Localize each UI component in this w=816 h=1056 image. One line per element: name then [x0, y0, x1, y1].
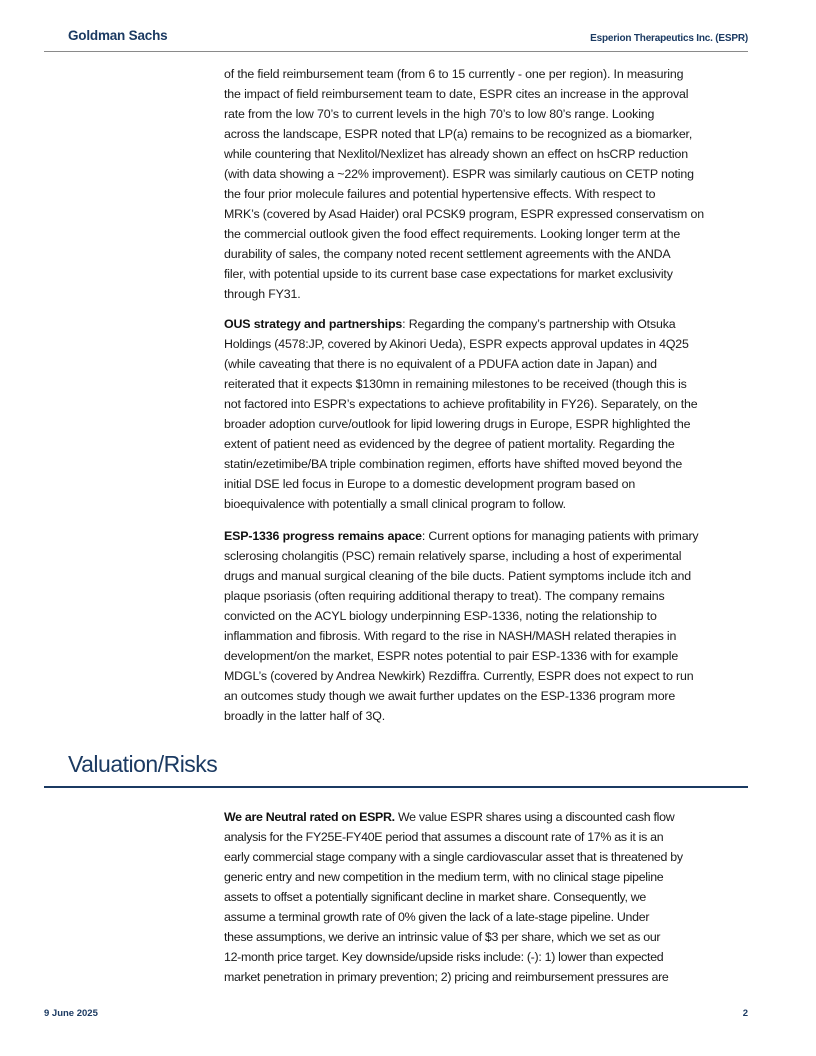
text-span: generic entry and new competition in the medium term, with no clinical stage pipeline: [224, 870, 664, 884]
paragraph-lead: We are Neutral rated on ESPR.: [224, 810, 395, 824]
text-span: filer, with potential upside to its current base case expectations for market exclusivity: [224, 267, 673, 281]
text-line: [224, 434, 754, 454]
text-span: the four prior molecule failures and potential hypertensive effects. With respect to: [224, 187, 656, 201]
text-span: an outcomes study though we await further updates on the ESP-1336 program more: [224, 689, 676, 703]
text-span: durability of sales, the company noted recent settlement agreements with the ANDA: [224, 247, 671, 261]
text-line: [224, 646, 754, 666]
text-span: Holdings (4578:JP, covered by Akinori Ueda), ESPR expects approval updates in 4Q25: [224, 337, 689, 351]
text-line: [224, 546, 754, 566]
paragraph-esp-1336: [224, 526, 754, 726]
text-line: [224, 144, 754, 164]
text-line: [224, 626, 754, 646]
text-line: [224, 264, 754, 284]
text-span: MRK’s (covered by Asad Haider) oral PCSK9 program, ESPR expressed conservatism on: [224, 207, 705, 221]
paragraph-lead: ESP-1336 progress remains apace: [224, 529, 422, 543]
text-line: [224, 124, 754, 144]
text-line: [224, 84, 754, 104]
text-span: broadly in the latter half of 3Q.: [224, 709, 386, 723]
text-span: inflammation and fibrosis. With regard to the rise in NASH/MASH related therapies in: [224, 629, 677, 643]
text-span: reiterated that it expects $130mn in remaining milestones to be received (though this is: [224, 377, 687, 391]
text-line: [224, 606, 754, 626]
text-span: these assumptions, we derive an intrinsic value of $3 per share, which we set as our: [224, 930, 661, 944]
paragraph-ous-strategy: [224, 314, 754, 514]
text-span: 12-month price target. Key downside/upside risks include: (-): 1) lower than expected: [224, 950, 664, 964]
text-span: development/on the market, ESPR notes potential to pair ESP-1336 with for example: [224, 649, 679, 663]
paragraph-commercial: [224, 64, 754, 304]
firm-name: Goldman Sachs: [68, 28, 168, 43]
text-line: [224, 284, 754, 304]
text-span: drugs and manual surgical cleaning of the bile ducts. Patient symptoms include itch and: [224, 569, 692, 583]
text-span: (with data showing a ~22% improvement). ESPR was similarly cautious on CETP noting: [224, 167, 694, 181]
text-line: [224, 807, 754, 827]
text-span: not factored into ESPR’s expectations to achieve profitability in FY26). Separately, on the: [224, 397, 698, 411]
text-line: [224, 354, 754, 374]
text-span: analysis for the FY25E-FY40E period that assumes a discount rate of 17% as it is an: [224, 830, 664, 844]
text-span: sclerosing cholangitis (PSC) remain relatively sparse, including a host of experimental: [224, 549, 682, 563]
text-span: assume a terminal growth rate of 0% given the lack of a late-stage pipeline. Under: [224, 910, 650, 924]
text-line: [224, 566, 754, 586]
paragraph-lead: OUS strategy and partnerships: [224, 317, 403, 331]
text-span: bioequivalence with potentially a small clinical program to follow.: [224, 497, 566, 511]
text-line: [224, 64, 754, 84]
text-line: [224, 686, 754, 706]
text-line: [224, 827, 754, 847]
text-span: the commercial outlook given the food effect requirements. Looking longer term at the: [224, 227, 681, 241]
text-line: [224, 706, 754, 726]
section-divider: [44, 786, 748, 788]
text-line: [224, 164, 754, 184]
text-line: [224, 314, 754, 334]
text-span: : Regarding the company’s partnership with Otsuka: [402, 317, 676, 331]
text-line: [224, 394, 754, 414]
text-span: plaque psoriasis (often requiring additional therapy to treat). The company remains: [224, 589, 665, 603]
text-span: across the landscape, ESPR noted that LP(a) remains to be recognized as a biomarker,: [224, 127, 693, 141]
text-span: early commercial stage company with a single cardiovascular asset that is threatened by: [224, 850, 683, 864]
text-line: [224, 586, 754, 606]
text-line: [224, 224, 754, 244]
paragraph-valuation: [224, 807, 754, 987]
page-number: 2: [742, 1008, 748, 1019]
text-line: [224, 867, 754, 887]
text-span: statin/ezetimibe/BA triple combination regimen, efforts have shifted moved beyond the: [224, 457, 683, 471]
text-span: convicted on the ACYL biology underpinning ESP-1336, noting the relationship to: [224, 609, 657, 623]
text-line: [224, 414, 754, 434]
text-span: MDGL’s (covered by Andrea Newkirk) Rezdiffra. Currently, ESPR does not expect to run: [224, 669, 694, 683]
text-line: [224, 526, 754, 546]
text-span: (while caveating that there is no equivalent of a PDUFA action date in Japan) and: [224, 357, 657, 371]
text-span: initial DSE led focus in Europe to a domestic development program based on: [224, 477, 636, 491]
text-line: [224, 104, 754, 124]
text-line: [224, 887, 754, 907]
text-span: extent of patient need as evidenced by the degree of patient mortality. Regarding the: [224, 437, 675, 451]
text-line: [224, 474, 754, 494]
footer-date: 9 June 2025: [44, 1008, 98, 1019]
text-span: while countering that Nexlitol/Nexlizet has already shown an effect on hsCRP reduction: [224, 147, 688, 161]
text-span: We value ESPR shares using a discounted cash flow: [394, 810, 675, 824]
text-line: [224, 666, 754, 686]
text-span: the impact of field reimbursement team to date, ESPR cites an increase in the approval: [224, 87, 689, 101]
text-span: rate from the low 70’s to current levels in the high 70’s to low 80’s range. Looking: [224, 107, 655, 121]
text-line: [224, 244, 754, 264]
company-title: Esperion Therapeutics Inc. (ESPR): [590, 33, 748, 44]
text-line: [224, 204, 754, 224]
text-span: through FY31.: [224, 287, 301, 301]
text-line: [224, 184, 754, 204]
text-span: of the field reimbursement team (from 6 to 15 currently - one per region). In measuring: [224, 67, 684, 81]
text-line: [224, 334, 754, 354]
header-divider: [44, 51, 748, 52]
text-span: market penetration in primary prevention; 2) pricing and reimbursement pressures are: [224, 970, 669, 984]
text-span: broader adoption curve/outlook for lipid lowering drugs in Europe, ESPR highlighted the: [224, 417, 691, 431]
text-line: [224, 947, 754, 967]
text-line: [224, 494, 754, 514]
text-line: [224, 907, 754, 927]
text-line: [224, 454, 754, 474]
text-line: [224, 967, 754, 987]
text-line: [224, 847, 754, 867]
section-heading-valuation: Valuation/Risks: [68, 751, 218, 777]
text-line: [224, 374, 754, 394]
text-line: [224, 927, 754, 947]
text-span: : Current options for managing patients with primary: [421, 529, 699, 543]
text-span: assets to offset a potentially significant decline in market share. Consequently, we: [224, 890, 647, 904]
